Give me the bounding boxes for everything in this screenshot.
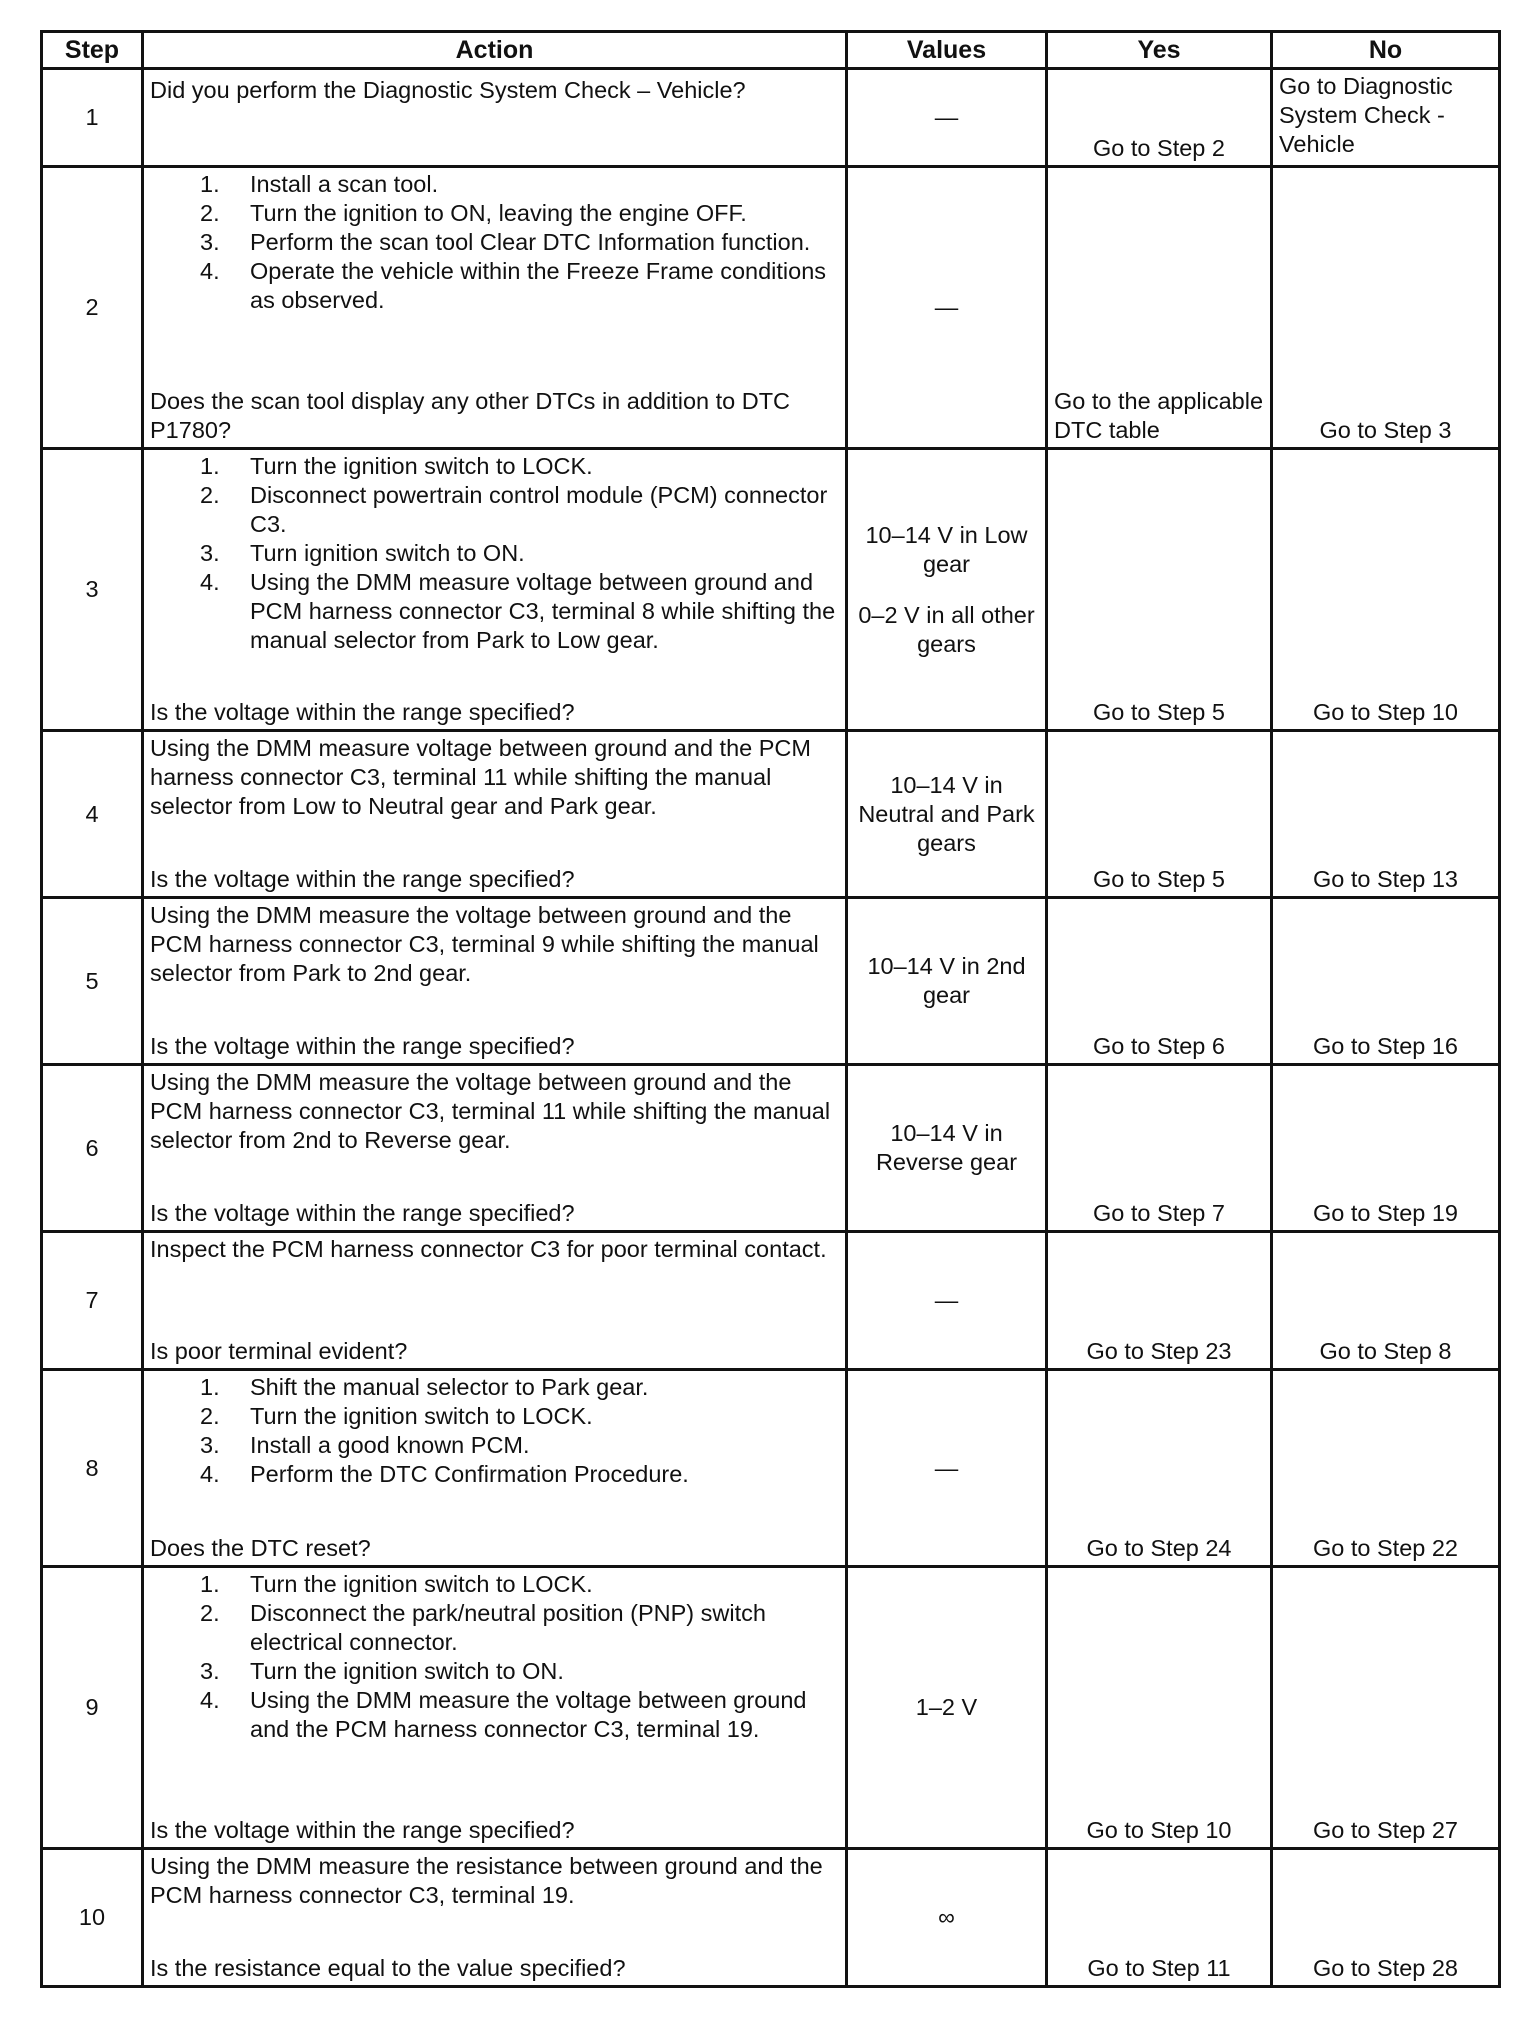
no-result: Go to Step 22 xyxy=(1272,1370,1500,1567)
spec-value: — xyxy=(934,1287,959,1313)
action-intro: Using the DMM measure the voltage between ground and the PCM harness connector C3, terminal 9 while shifting the manual selector from Park to 2nd gear. xyxy=(150,902,819,986)
list-item xyxy=(198,1570,839,1599)
action-instructions xyxy=(150,1235,839,1264)
action-cell xyxy=(143,1849,847,1987)
no-result: Go to Step 27 xyxy=(1272,1567,1500,1849)
spec-value: — xyxy=(934,1454,959,1481)
list-item-number: 1. xyxy=(200,453,220,479)
action-list xyxy=(150,1373,839,1489)
step-number: 7 xyxy=(42,1232,143,1370)
values-spacer xyxy=(854,579,1039,601)
list-item-number: 1. xyxy=(200,1571,220,1597)
action-question: Is the voltage within the range specified? xyxy=(150,1033,575,1059)
step-number: 1 xyxy=(42,69,143,167)
list-item-number: 4. xyxy=(200,1687,220,1713)
list-item-text: Turn the ignition switch to LOCK. xyxy=(250,1571,593,1597)
spec-value: ∞ xyxy=(938,1904,955,1930)
values-cell xyxy=(847,167,1047,449)
action-list xyxy=(150,452,839,655)
list-item xyxy=(198,568,839,655)
list-item-number: 2. xyxy=(200,200,220,226)
step-number: 8 xyxy=(42,1370,143,1567)
list-item-text: Turn ignition switch to ON. xyxy=(250,540,525,566)
no-result: Go to Step 3 xyxy=(1272,167,1500,449)
list-item-number: 4. xyxy=(200,258,220,284)
action-instructions xyxy=(150,170,839,315)
table-row xyxy=(42,898,1500,1065)
yes-result: Go to Step 7 xyxy=(1047,1065,1272,1232)
action-intro: Using the DMM measure the resistance between ground and the PCM harness connector C3, terminal 19. xyxy=(150,1853,823,1908)
spec-value: 10–14 V in Reverse gear xyxy=(875,1120,1018,1175)
list-item-text: Install a scan tool. xyxy=(250,171,439,197)
values-cell xyxy=(847,731,1047,898)
list-item-text: Using the DMM measure voltage between ground and PCM harness connector C3, terminal 8 while shifting the manual selector from Park to Low gear. xyxy=(250,569,836,653)
table-row xyxy=(42,69,1500,167)
list-item xyxy=(198,481,839,539)
list-item-number: 3. xyxy=(200,1658,220,1684)
header-row xyxy=(42,32,1500,69)
list-item-text: Using the DMM measure the voltage between ground and the PCM harness connector C3, terminal 19. xyxy=(250,1687,807,1742)
list-item-text: Perform the DTC Confirmation Procedure. xyxy=(250,1461,689,1487)
list-item-number: 3. xyxy=(200,540,220,566)
action-instructions xyxy=(150,1570,839,1744)
yes-result: Go to Step 2 xyxy=(1047,69,1272,167)
list-item xyxy=(198,1657,839,1686)
values-cell xyxy=(847,69,1047,167)
action-intro: Inspect the PCM harness connector C3 for poor terminal contact. xyxy=(150,1236,827,1262)
spec-value: 0–2 V in all other gears xyxy=(858,601,1035,657)
action-question: Does the DTC reset? xyxy=(150,1535,371,1561)
step-number: 6 xyxy=(42,1065,143,1232)
values-cell xyxy=(847,1065,1047,1232)
spec-value: 1–2 V xyxy=(915,1694,978,1720)
table-row xyxy=(42,1065,1500,1232)
list-item-number: 1. xyxy=(200,1374,220,1400)
list-item xyxy=(198,1460,839,1489)
list-item-number: 1. xyxy=(200,171,220,197)
action-list xyxy=(150,1570,839,1744)
action-instructions xyxy=(150,1068,839,1155)
list-item-text: Disconnect powertrain control module (PCM) connector C3. xyxy=(250,482,828,537)
step-number: 5 xyxy=(42,898,143,1065)
no-result: Go to Step 10 xyxy=(1272,449,1500,731)
action-cell xyxy=(143,449,847,731)
step-number: 3 xyxy=(42,449,143,731)
list-item xyxy=(198,228,839,257)
action-question: Does the scan tool display any other DTCs in addition to DTC P1780? xyxy=(150,388,791,443)
action-cell xyxy=(143,1370,847,1567)
action-instructions xyxy=(150,1373,839,1489)
no-result: Go to Step 28 xyxy=(1272,1849,1500,1987)
action-content xyxy=(150,72,839,163)
list-item xyxy=(198,1431,839,1460)
action-cell xyxy=(143,167,847,449)
table-row xyxy=(42,1232,1500,1370)
list-item xyxy=(198,170,839,199)
values-cell xyxy=(847,449,1047,731)
action-cell xyxy=(143,69,847,167)
yes-result: Go to Step 5 xyxy=(1047,449,1272,731)
yes-result: Go to Step 5 xyxy=(1047,731,1272,898)
list-item-number: 3. xyxy=(200,229,220,255)
list-item-number: 2. xyxy=(200,1600,220,1626)
action-question: Did you perform the Diagnostic System Check – Vehicle? xyxy=(150,77,746,103)
header-action: Action xyxy=(143,32,847,69)
spec-value: — xyxy=(934,104,959,130)
no-result: Go to Step 8 xyxy=(1272,1232,1500,1370)
action-content xyxy=(150,901,839,1061)
header-yes: Yes xyxy=(1047,32,1272,69)
action-cell xyxy=(143,1567,847,1849)
list-item-number: 2. xyxy=(200,1403,220,1429)
list-item-text: Disconnect the park/neutral position (PNP) switch electrical connector. xyxy=(250,1600,766,1655)
spec-value: 10–14 V in 2nd gear xyxy=(867,953,1026,1008)
list-item-text: Install a good known PCM. xyxy=(250,1432,530,1458)
yes-result: Go to Step 11 xyxy=(1047,1849,1272,1987)
action-intro: Using the DMM measure the voltage between ground and the PCM harness connector C3, terminal 11 while shifting the manual selector from 2nd to Reverse gear. xyxy=(150,1069,831,1153)
action-instructions xyxy=(150,452,839,655)
step-number: 9 xyxy=(42,1567,143,1849)
no-result: Go to Step 16 xyxy=(1272,898,1500,1065)
values-cell xyxy=(847,1232,1047,1370)
no-result: Go to Step 13 xyxy=(1272,731,1500,898)
no-result: Go to Step 19 xyxy=(1272,1065,1500,1232)
table-row xyxy=(42,449,1500,731)
no-result: Go to Diagnostic System Check - Vehicle xyxy=(1272,69,1500,167)
header-step: Step xyxy=(42,32,143,69)
yes-result: Go to Step 24 xyxy=(1047,1370,1272,1567)
values-cell xyxy=(847,898,1047,1065)
action-question: Is the voltage within the range specified? xyxy=(150,1200,575,1226)
list-item-number: 4. xyxy=(200,1461,220,1487)
action-instructions xyxy=(150,734,839,821)
action-content xyxy=(150,1373,839,1563)
action-list xyxy=(150,170,839,315)
action-cell xyxy=(143,731,847,898)
values-cell xyxy=(847,1567,1047,1849)
list-item-number: 2. xyxy=(200,482,220,508)
action-question: Is the resistance equal to the value specified? xyxy=(150,1955,626,1981)
action-cell xyxy=(143,1065,847,1232)
list-item-number: 3. xyxy=(200,1432,220,1458)
list-item xyxy=(198,1686,839,1744)
spec-value: — xyxy=(934,294,959,320)
action-content xyxy=(150,170,839,445)
action-instructions xyxy=(150,1852,839,1910)
list-item xyxy=(198,1599,839,1657)
action-question: Is poor terminal evident? xyxy=(150,1338,408,1364)
step-number: 2 xyxy=(42,167,143,449)
list-item xyxy=(198,1373,839,1402)
action-question: Is the voltage within the range specified? xyxy=(150,866,575,892)
action-content xyxy=(150,1235,839,1366)
action-content xyxy=(150,1852,839,1983)
table-row xyxy=(42,1849,1500,1987)
header-values: Values xyxy=(847,32,1047,69)
yes-result: Go to Step 10 xyxy=(1047,1567,1272,1849)
header-no: No xyxy=(1272,32,1500,69)
action-question: Is the voltage within the range specified? xyxy=(150,699,575,725)
list-item-text: Turn the ignition switch to LOCK. xyxy=(250,453,593,479)
table-row xyxy=(42,167,1500,449)
action-content xyxy=(150,452,839,727)
values-cell xyxy=(847,1370,1047,1567)
action-cell xyxy=(143,898,847,1065)
list-item xyxy=(198,539,839,568)
action-intro: Using the DMM measure voltage between ground and the PCM harness connector C3, terminal 11 while shifting the manual selector from Low to Neutral gear and Park gear. xyxy=(150,735,811,819)
list-item xyxy=(198,257,839,315)
table-row xyxy=(42,731,1500,898)
list-item-text: Turn the ignition to ON, leaving the engine OFF. xyxy=(250,200,747,226)
list-item xyxy=(198,452,839,481)
yes-result: Go to Step 23 xyxy=(1047,1232,1272,1370)
list-item-text: Turn the ignition switch to LOCK. xyxy=(250,1403,593,1429)
action-instructions xyxy=(150,901,839,988)
list-item-text: Turn the ignition switch to ON. xyxy=(250,1658,564,1684)
diagnostic-table xyxy=(40,30,1501,1988)
action-question: Is the voltage within the range specified? xyxy=(150,1817,575,1843)
list-item-number: 4. xyxy=(200,569,220,595)
action-content xyxy=(150,1570,839,1845)
table-body xyxy=(42,69,1500,1987)
table-row xyxy=(42,1370,1500,1567)
spec-value: 10–14 V in Low gear xyxy=(865,521,1028,577)
action-content xyxy=(150,734,839,894)
values-cell xyxy=(847,1849,1047,1987)
action-cell xyxy=(143,1232,847,1370)
spec-value: 10–14 V in Neutral and Park gears xyxy=(858,771,1035,856)
step-number: 4 xyxy=(42,731,143,898)
yes-result: Go to the applicable DTC table xyxy=(1047,167,1272,449)
action-content xyxy=(150,1068,839,1228)
list-item-text: Operate the vehicle within the Freeze Frame conditions as observed. xyxy=(250,258,827,313)
step-number: 10 xyxy=(42,1849,143,1987)
list-item xyxy=(198,1402,839,1431)
list-item xyxy=(198,199,839,228)
list-item-text: Perform the scan tool Clear DTC Information function. xyxy=(250,229,811,255)
table-row xyxy=(42,1567,1500,1849)
yes-result: Go to Step 6 xyxy=(1047,898,1272,1065)
list-item-text: Shift the manual selector to Park gear. xyxy=(250,1374,649,1400)
